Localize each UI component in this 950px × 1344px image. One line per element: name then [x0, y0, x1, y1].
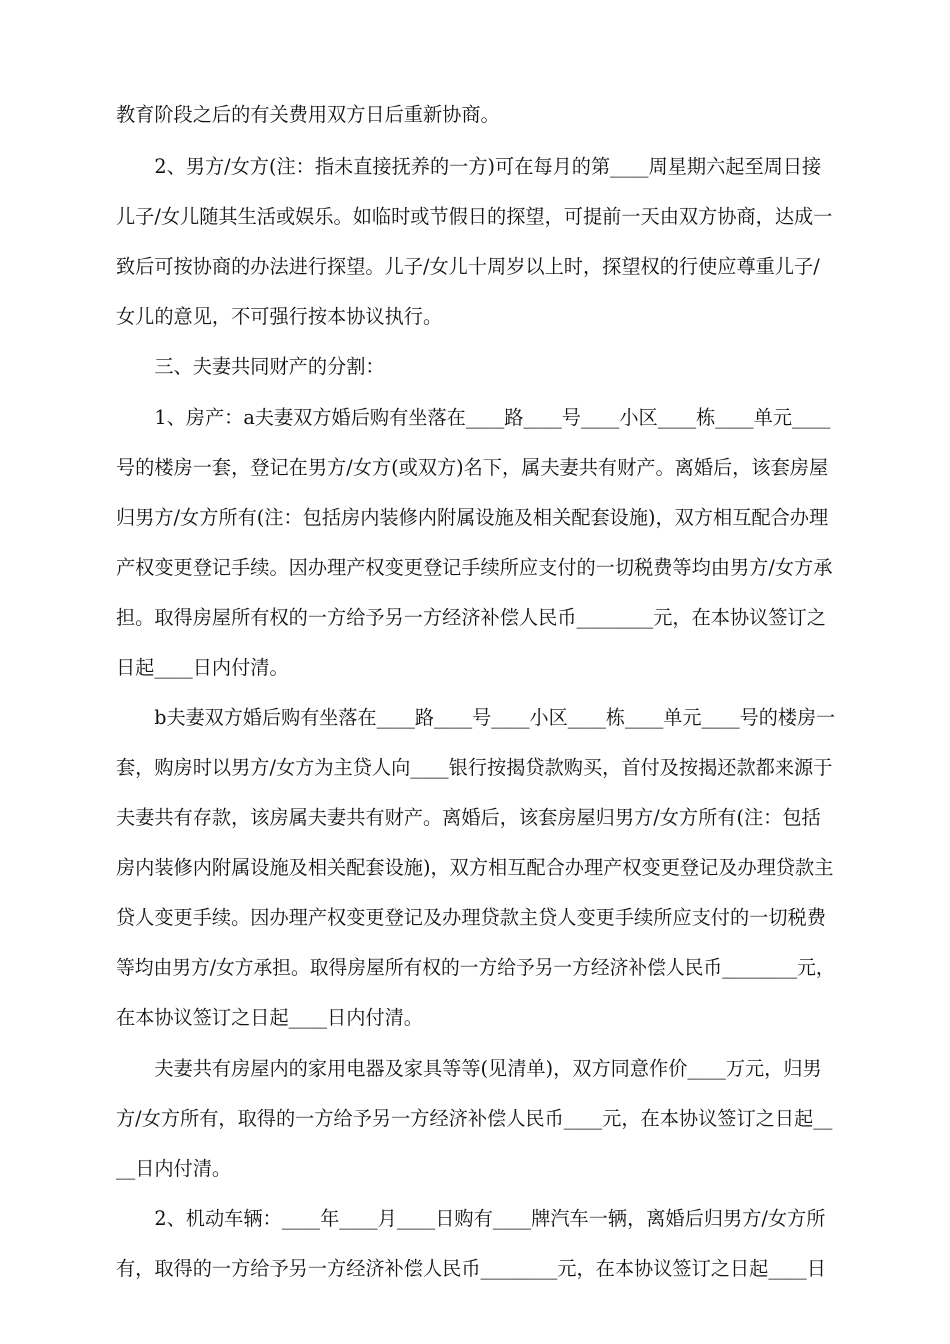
- paragraph-line: 日起____日内付清。: [116, 656, 289, 679]
- paragraph-line: 担。取得房屋所有权的一方给予另一方经济补偿人民币________元，在本协议签订之: [116, 606, 826, 629]
- paragraph-line: 儿子/女儿随其生活或娱乐。如临时或节假日的探望，可提前一天由双方协商，达成一: [116, 205, 833, 228]
- paragraph-line: 教育阶段之后的有关费用双方日后重新协商。: [116, 103, 500, 126]
- paragraph-line: __日内付清。: [116, 1157, 232, 1180]
- paragraph-line: 房内装修内附属设施及相关配套设施)，双方相互配合办理产权变更登记及办理贷款主: [116, 856, 834, 879]
- paragraph-line: 2、机动车辆：____年____月____日购有____牌汽车一辆，离婚后归男方/女方所: [116, 1207, 826, 1230]
- paragraph-line: 夫妻共有房屋内的家用电器及家具等等(见清单)，双方同意作价____万元，归男: [116, 1057, 822, 1080]
- paragraph-line: 号的楼房一套，登记在男方/女方(或双方)名下，属夫妻共有财产。离婚后，该套房屋: [116, 456, 829, 479]
- paragraph-line: 产权变更登记手续。因办理产权变更登记手续所应支付的一切税费等均由男方/女方承: [116, 556, 833, 579]
- section-heading: 三、夫妻共同财产的分割：: [116, 355, 385, 378]
- paragraph-line: 1、房产：a夫妻双方婚后购有坐落在____路____号____小区____栋____单元____: [116, 406, 831, 429]
- paragraph-line: 在本协议签订之日起____日内付清。: [116, 1006, 423, 1029]
- paragraph-line: 2、男方/女方(注：指未直接抚养的一方)可在每月的第____周星期六起至周日接: [116, 155, 822, 178]
- paragraph-line: b夫妻双方婚后购有坐落在____路____号____小区____栋____单元____号的楼房一: [116, 706, 836, 729]
- paragraph-line: 夫妻共有存款，该房属夫妻共有财产。离婚后，该套房屋归男方/女方所有(注：包括: [116, 806, 821, 829]
- paragraph-line: 套，购房时以男方/女方为主贷人向____银行按揭贷款购买，首付及按揭还款都来源于: [116, 756, 833, 779]
- paragraph-line: 方/女方所有，取得的一方给予另一方经济补偿人民币____元，在本协议签订之日起__: [116, 1107, 833, 1130]
- paragraph-line: 有，取得的一方给予另一方经济补偿人民币________元，在本协议签订之日起____日: [116, 1257, 826, 1280]
- paragraph-line: 女儿的意见，不可强行按本协议执行。: [116, 305, 443, 328]
- paragraph-line: 等均由男方/女方承担。取得房屋所有权的一方给予另一方经济补偿人民币________元，: [116, 956, 835, 979]
- paragraph-line: 致后可按协商的办法进行探望。儿子/女儿十周岁以上时，探望权的行使应尊重儿子/: [116, 255, 820, 278]
- paragraph-line: 贷人变更手续。因办理产权变更登记及办理贷款主贷人变更手续所应支付的一切税费: [116, 906, 826, 929]
- paragraph-line: 归男方/女方所有(注：包括房内装修内附属设施及相关配套设施)，双方相互配合办理: [116, 506, 829, 529]
